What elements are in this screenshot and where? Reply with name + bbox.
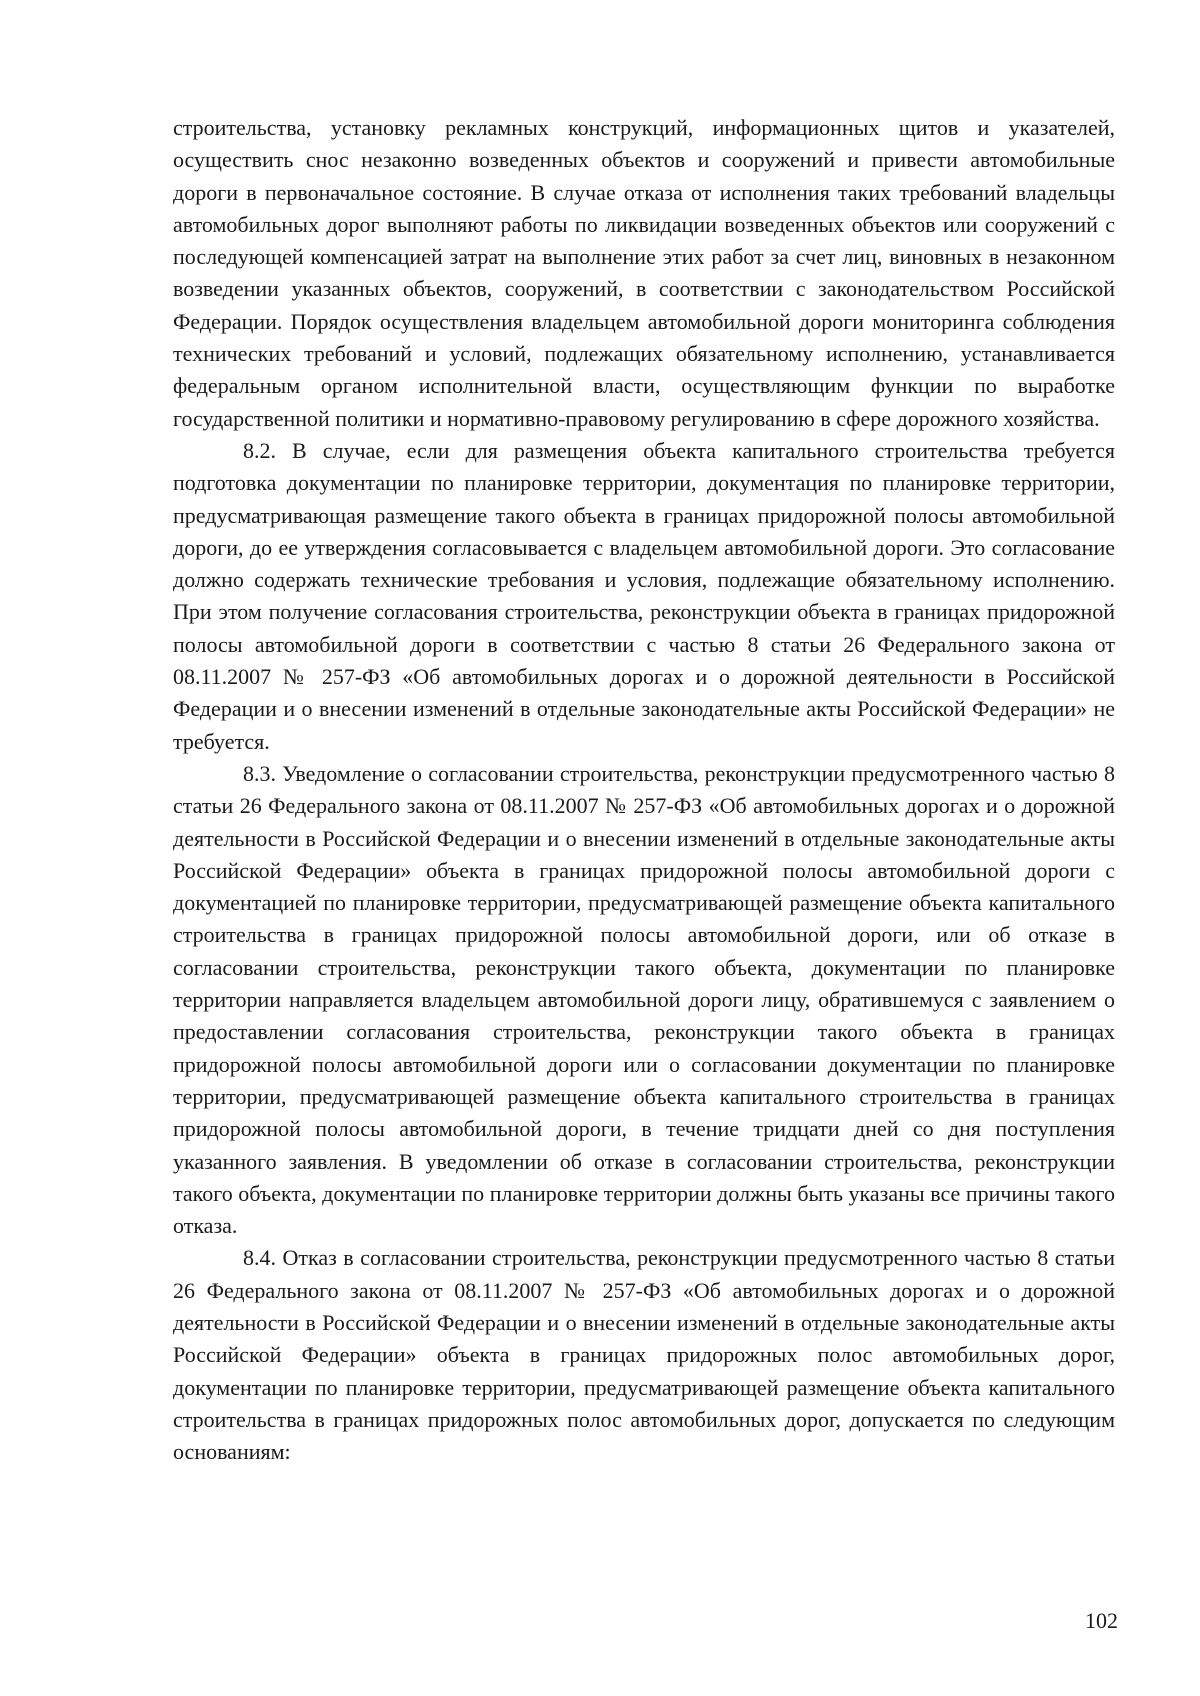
body-text xyxy=(173,112,1115,1468)
paragraph-8-3: 8.3. Уведомление о согласовании строительства, реконструкции предусмотренного частью 8 статьи 26 Федерального закона от 08.11.2007 № 257-ФЗ «Об автомобильных дорогах и о дорожной деятельности в Российской Федерации и о внесении изменений в отдельные законодательные акты Российской Федерации» объекта в границах придорожной полосы автомобильной дороги с документацией по планировке территории, предусматривающей размещение объекта капитального строительства в границах придорожной полосы автомобильной дороги, или об отказе в согласовании строительства, реконструкции такого объекта, документации по планировке территории направляется владельцем автомобильной дороги лицу, обратившемуся с заявлением о предоставлении согласования строительства, реконструкции такого объекта в границах придорожной полосы автомобильной дороги или о согласовании документации по планировке территории, предусматривающей размещение объекта капитального строительства в границах придорожной полосы автомобильной дороги, в течение тридцати дней со дня поступления указанного заявления. В уведомлении об отказе в согласовании строительства, реконструкции такого объекта, документации по планировке территории должны быть указаны все причины такого отказа. xyxy=(173,760,1115,1239)
page-number: 102 xyxy=(1085,1608,1118,1633)
paragraph-continuation: строительства, установку рекламных конструкций, информационных щитов и указателей, осуществить снос незаконно возведенных объектов и сооружений и привести автомобильные дороги в первоначальное состояние. В случае отказа от исполнения таких требований владельцы автомобильных дорог выполняют работы по ликвидации возведенных объектов или сооружений с последующей компенсацией затрат на выполнение этих работ за счет лиц, виновных в незаконном возведении указанных объектов, сооружений, в соответствии с законодательством Российской Федерации. Порядок осуществления владельцем автомобильной дороги мониторинга соблюдения технических требований и условий, подлежащих обязательному исполнению, устанавливается федеральным органом исполнительной власти, осуществляющим функции по выработке государственной политики и нормативно-правовому регулированию в сфере дорожного хозяйства. xyxy=(173,115,1115,431)
paragraph-8-2: 8.2. В случае, если для размещения объекта капитального строительства требуется подготовка документации по планировке территории, документация по планировке территории, предусматривающая размещение такого объекта в границах придорожной полосы автомобильной дороги, до ее утверждения согласовывается с владельцем автомобильной дороги. Это согласование должно содержать технические требования и условия, подлежащие обязательному исполнению. При этом получение согласования строительства, реконструкции объекта в границах придорожной полосы автомобильной дороги в соответствии с частью 8 статьи 26 Федерального закона от 08.11.2007 № 257-ФЗ «Об автомобильных дорогах и о дорожной деятельности в Российской Федерации и о внесении изменений в отдельные законодательные акты Российской Федерации» не требуется. xyxy=(173,437,1115,754)
paragraph-8-4: 8.4. Отказ в согласовании строительства, реконструкции предусмотренного частью 8 статьи 26 Федерального закона от 08.11.2007 № 257-ФЗ «Об автомобильных дорогах и о дорожной деятельности в Российской Федерации и о внесении изменений в отдельные законодательные акты Российской Федерации» объекта в границах придорожных полос автомобильных дорог, документации по планировке территории, предусматривающей размещение объекта капитального строительства в границах придорожных полос автомобильных дорог, допускается по следующим основаниям: xyxy=(173,1245,1115,1465)
